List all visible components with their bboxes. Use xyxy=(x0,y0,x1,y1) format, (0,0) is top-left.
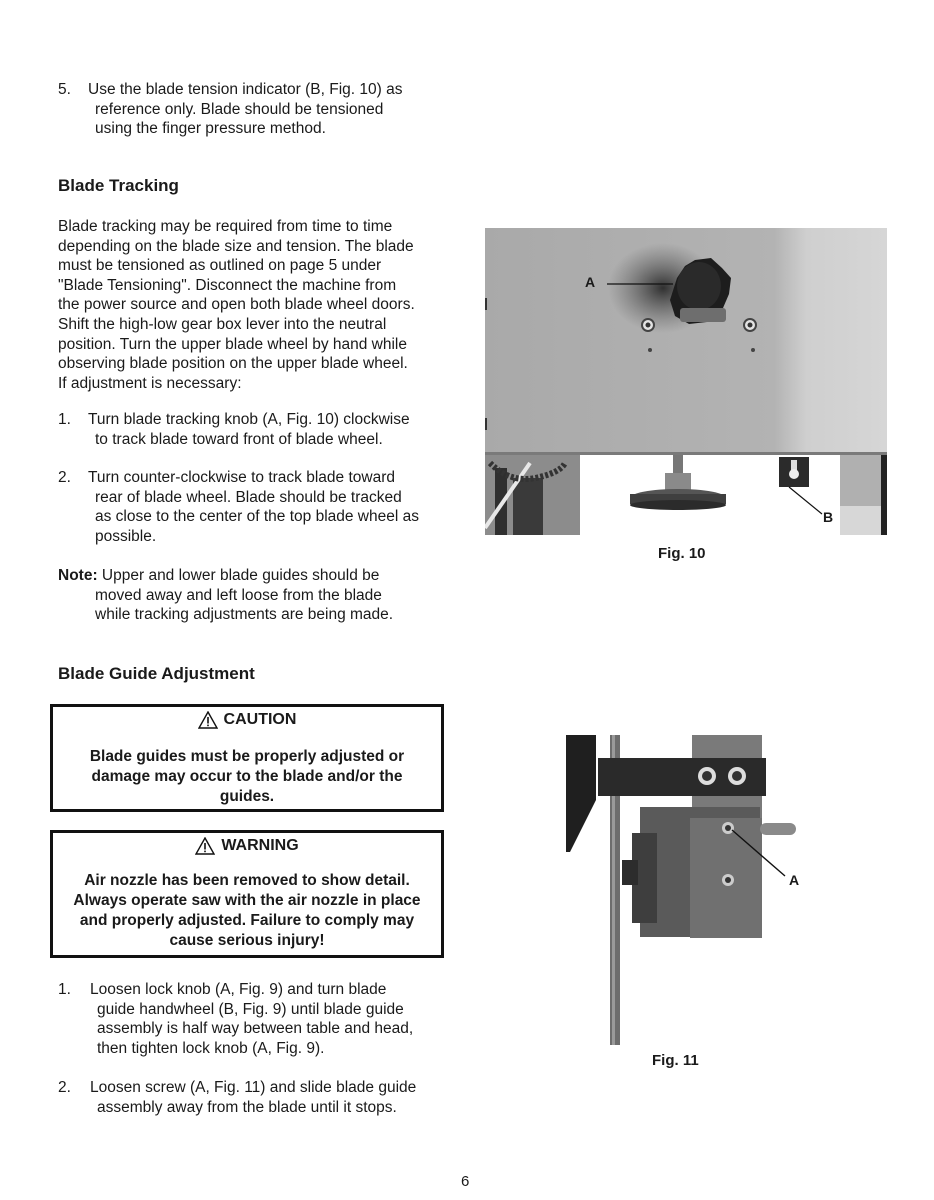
step-line: as close to the center of the top blade wheel as xyxy=(95,508,419,526)
caution-box xyxy=(50,704,444,812)
warning-body xyxy=(53,871,441,951)
paragraph-line: depending on the blade size and tension. The blade xyxy=(58,237,414,255)
caution-line: damage may occur to the blade and/or the xyxy=(91,768,403,785)
warning-line: Air nozzle has been removed to show detail. xyxy=(84,872,410,889)
step-line: rear of blade wheel. Blade should be tracked xyxy=(95,488,402,506)
warning-line: cause serious injury! xyxy=(169,932,325,949)
step-number: 1. xyxy=(58,981,71,998)
caution-header xyxy=(53,710,441,730)
paragraph-line: Blade tracking may be required from time to time xyxy=(58,218,393,235)
step-line: guide handwheel (B, Fig. 9) until blade guide xyxy=(97,1000,404,1018)
step-line: using the finger pressure method. xyxy=(95,120,326,138)
figure-11-caption: Fig. 11 xyxy=(652,1052,699,1069)
warning-triangle-icon xyxy=(195,837,215,855)
step-number: 5. xyxy=(58,81,71,98)
section-heading-blade-tracking: Blade Tracking xyxy=(58,176,179,195)
guide-step-2 xyxy=(58,1078,458,1117)
note-label: Note: xyxy=(58,567,98,584)
warning-line: and properly adjusted. Failure to comply may xyxy=(79,912,415,929)
step-line: assembly is half way between table and head, xyxy=(97,1020,414,1038)
paragraph-line: "Blade Tensioning". Disconnect the machine from xyxy=(58,276,397,294)
step-number: 2. xyxy=(58,1079,71,1096)
warning-title: WARNING xyxy=(221,837,299,854)
step-number: 1. xyxy=(58,411,71,428)
step-line: Loosen screw (A, Fig. 11) and slide blade guide xyxy=(90,1079,417,1096)
fig10-callout-a: A xyxy=(585,274,596,290)
step-line: then tighten lock knob (A, Fig. 9). xyxy=(97,1039,325,1057)
blade-tracking-paragraph xyxy=(58,217,458,393)
warning-header xyxy=(53,836,441,856)
tracking-note xyxy=(58,566,458,625)
caution-line: Blade guides must be properly adjusted or xyxy=(89,748,405,765)
caution-body xyxy=(53,747,441,807)
step-5 xyxy=(58,80,458,139)
section-heading-blade-guide-adjustment: Blade Guide Adjustment xyxy=(58,664,255,683)
fig11-callout-a: A xyxy=(789,872,800,888)
note-line: Upper and lower blade guides should be xyxy=(101,567,380,584)
paragraph-line: Shift the high-low gear box lever into the neutral xyxy=(58,315,387,333)
step-number: 2. xyxy=(58,469,71,486)
paragraph-line: the power source and open both blade wheel doors. xyxy=(58,296,415,314)
step-line: to track blade toward front of blade wheel. xyxy=(95,430,383,448)
step-line: Loosen lock knob (A, Fig. 9) and turn blade xyxy=(90,981,387,998)
step-line: possible. xyxy=(95,527,157,545)
page-number: 6 xyxy=(461,1173,470,1190)
figure-10 xyxy=(485,228,887,538)
step-line: assembly away from the blade until it stops. xyxy=(97,1098,397,1116)
figure-11-photo xyxy=(560,730,820,1045)
warning-box xyxy=(50,830,444,958)
tracking-step-1 xyxy=(58,410,458,449)
caution-line: guides. xyxy=(219,788,275,805)
figure-10-photo xyxy=(485,228,887,538)
paragraph-line: observing blade position on the upper blade wheel. xyxy=(58,355,408,373)
guide-step-1 xyxy=(58,980,458,1058)
figure-10-caption: Fig. 10 xyxy=(658,545,706,562)
figure-11 xyxy=(560,730,820,1045)
step-line: Turn blade tracking knob (A, Fig. 10) clockwise xyxy=(88,411,410,428)
caution-title: CAUTION xyxy=(223,711,297,728)
paragraph-line: If adjustment is necessary: xyxy=(58,374,242,392)
tracking-step-2 xyxy=(58,468,458,546)
note-line: moved away and left loose from the blade xyxy=(95,586,382,604)
fig10-callout-b: B xyxy=(823,509,834,525)
paragraph-line: position. Turn the upper blade wheel by hand while xyxy=(58,335,407,353)
step-line: reference only. Blade should be tensioned xyxy=(95,100,384,118)
warning-line: Always operate saw with the air nozzle in place xyxy=(73,892,421,909)
warning-triangle-icon xyxy=(198,711,218,729)
note-line: while tracking adjustments are being made. xyxy=(95,606,394,624)
step-line: Use the blade tension indicator (B, Fig. 10) as xyxy=(88,81,403,98)
paragraph-line: must be tensioned as outlined on page 5 under xyxy=(58,257,382,275)
step-line: Turn counter-clockwise to track blade toward xyxy=(88,469,395,486)
